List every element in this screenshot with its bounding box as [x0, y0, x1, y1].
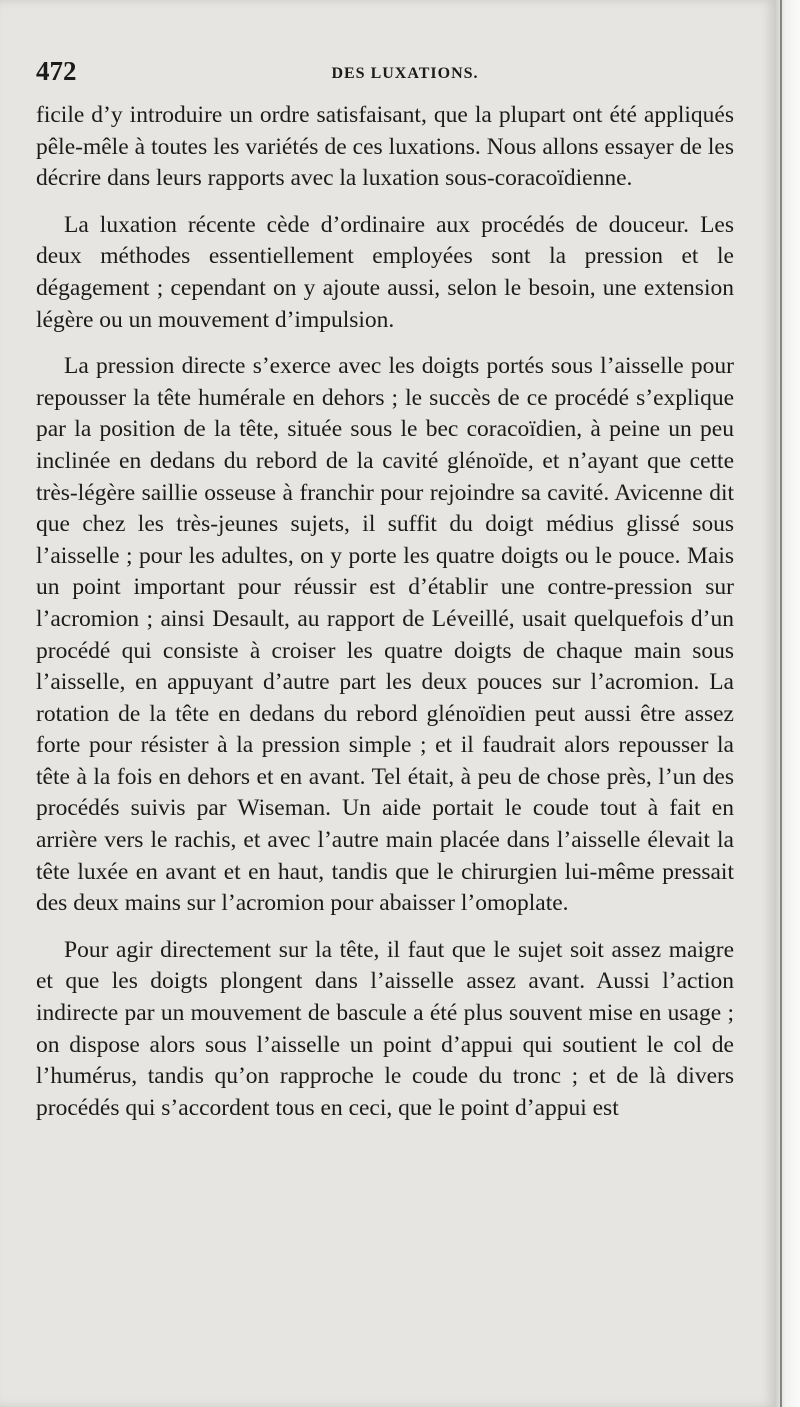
paragraph: La luxation récente cède d’ordinaire aux procédés de douceur. Les deux méthodes essentiellement employées sont la pression et le dégagement ; cependant on y ajoute aussi, selon le besoin, une extension légère ou un mouvement d’impulsion. — [36, 211, 734, 333]
paragraph: Pour agir directement sur la tête, il faut que le sujet soit assez maigre et que les doigts plongent dans l’aisselle assez avant. Aussi l’action indirecte par un mouvement de bascule a été plus souvent mise en usage ; on dispose alors sous l’aisselle un point d’appui qui soutient le col de l’humérus, tandis qu’on rapproche le coude du tronc ; et de là divers procédés qui s’accordent tous en ceci, que le point d’appui est — [36, 936, 734, 1121]
paragraph-continued: ficile d’y introduire un ordre satisfaisant, que la plupart ont été appliqués pêle-mêle à toutes les variétés de ces luxations. Nous allons essayer de les décrire dans leurs rapports avec la luxation sous-coracoïdienne. — [36, 102, 734, 192]
page-header — [36, 56, 734, 92]
page-gutter-line — [780, 0, 782, 1407]
running-title: DES LUXATIONS. — [331, 65, 479, 82]
body-text — [36, 100, 734, 1139]
page-number: 472 — [36, 56, 77, 86]
paragraph: La pression directe s’exerce avec les doigts portés sous l’aisselle pour repousser la tête humérale en dehors ; le succès de ce procédé s’explique par la position de la tête, située sous le bec coracoïdien, à peine un peu inclinée en dedans du rebord de la cavité glénoïde, et n’ayant que cette très-légère saillie osseuse à franchir pour rejoindre sa cavité. Avicenne dit que chez les très-jeunes sujets, il suffit du doigt médius glissé sous l’aisselle ; pour les adultes, on y porte les quatre doigts ou le pouce. Mais un point important pour réussir est d’établir une contre-pression sur l’acromion ; ainsi Desault, au rapport de Léveillé, usait quelquefois d’un procédé qui consiste à croiser les quatre doigts de chaque main sous l’aisselle, en appuyant d’autre part les deux pouces sur l’acromion. La rotation de la tête en dedans du rebord glénoïdien peut aussi être assez forte pour résister à la pression simple ; et il faudrait alors repousser la tête à la fois en dehors et en avant. Tel était, à peu de chose près, l’un des procédés suivis par Wiseman. Un aide portait le coude tout à fait en arrière vers le rachis, et avec l’autre main placée dans l’aisselle élevait la tête luxée en avant et en haut, tandis que le chirurgien lui-même pressait des deux mains sur l’acromion pour abaisser l’omoplate. — [36, 353, 734, 917]
